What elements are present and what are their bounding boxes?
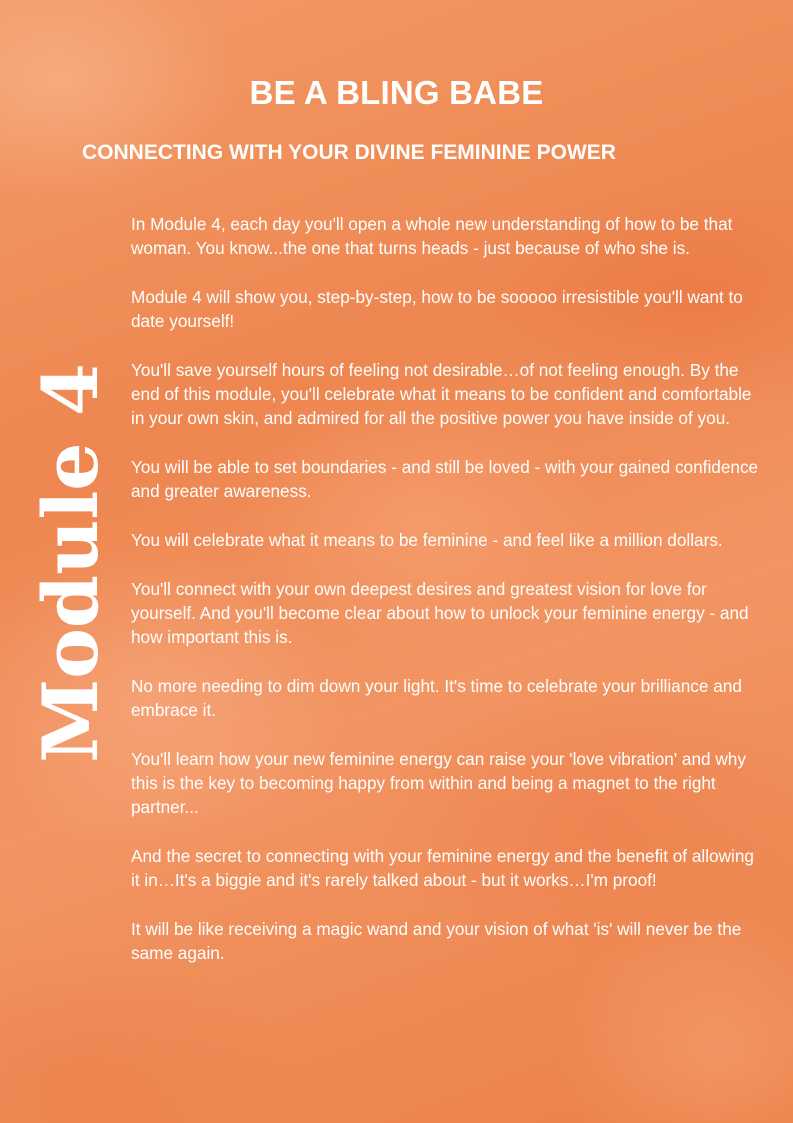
- paragraph: In Module 4, each day you'll open a whole new understanding of how to be that woman. You know...the one that turns heads - just because of who she is.: [131, 214, 733, 258]
- module-side-label: Module 4: [26, 363, 115, 763]
- page-title: BE A BLING BABE: [249, 74, 544, 111]
- paragraph: Module 4 will show you, step-by-step, how to be sooooo irresistible you'll want to date yourself!: [131, 287, 743, 331]
- paragraph: No more needing to dim down your light. It's time to celebrate your brilliance and embrace it.: [131, 676, 742, 720]
- paragraph: You'll learn how your new feminine energy can raise your 'love vibration' and why this is the key to becoming happy from within and being a magnet to the right partner...: [131, 749, 746, 817]
- paragraph: It will be like receiving a magic wand and your vision of what 'is' will never be the same again.: [131, 919, 742, 963]
- paragraph: You'll save yourself hours of feeling not desirable…of not feeling enough. By the end of this module, you'll celebrate what it means to be confident and comfortable in your own skin, and admired for all the positive power you have inside of you.: [131, 360, 752, 428]
- paragraph: You will celebrate what it means to be feminine - and feel like a million dollars.: [131, 530, 723, 550]
- paragraph: You'll connect with your own deepest desires and greatest vision for love for yourself. And you'll become clear about how to unlock your feminine energy - and how important this is.: [131, 579, 749, 647]
- page-subtitle: CONNECTING WITH YOUR DIVINE FEMININE POWER: [82, 141, 616, 164]
- paragraph: You will be able to set boundaries - and still be loved - with your gained confidence and greater awareness.: [131, 457, 759, 501]
- paragraph: And the secret to connecting with your feminine energy and the benefit of allowing it in…It's a biggie and it's rarely talked about - but it works…I'm proof!: [131, 846, 754, 890]
- body-text: [131, 212, 761, 990]
